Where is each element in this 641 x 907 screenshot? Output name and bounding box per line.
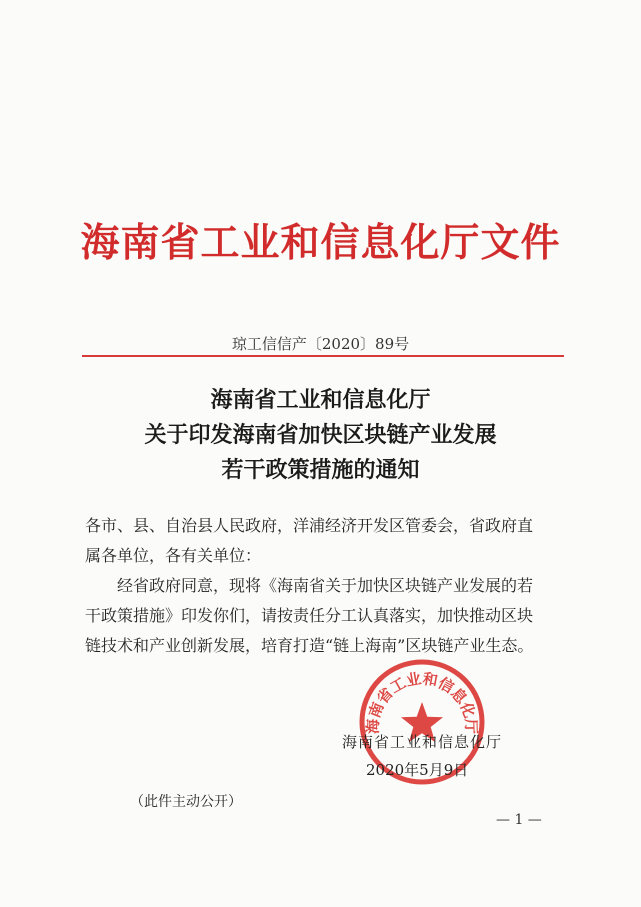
salutation-line-2: 属各单位，各有关单位： [85, 546, 262, 565]
public-disclosure-note: （此件主动公开） [130, 794, 242, 810]
notice-title-line-2: 关于印发海南省加快区块链产业发展 [144, 423, 497, 448]
red-divider-line [82, 355, 564, 357]
salutation-line-1: 各市、县、自治县人民政府，洋浦经济开发区管委会，省政府直 [85, 516, 534, 535]
body-paragraph-line-2: 干政策措施》印发你们，请按责任分工认真落实，加快推动区块 [85, 606, 534, 625]
page-number: — 1 — [496, 812, 542, 828]
notice-title-line-3: 若干政策措施的通知 [221, 458, 420, 483]
signing-date: 2020年5月9日 [366, 761, 469, 779]
svg-text:海南省工业和信息化厅: 海南省工业和信息化厅 [363, 669, 481, 735]
document-header-title: 海南省工业和信息化厅文件 [80, 221, 561, 266]
body-paragraph-line-3: 链技术和产业创新发展，培育打造“链上海南”区块链产业生态。 [85, 636, 534, 655]
body-paragraph-line-1: 经省政府同意，现将《海南省关于加快区块链产业发展的若 [117, 576, 534, 595]
document-number: 琼工信信产〔2020〕89号 [231, 335, 410, 353]
notice-title-line-1: 海南省工业和信息化厅 [210, 388, 431, 413]
signing-organization: 海南省工业和信息化厅 [342, 733, 503, 751]
